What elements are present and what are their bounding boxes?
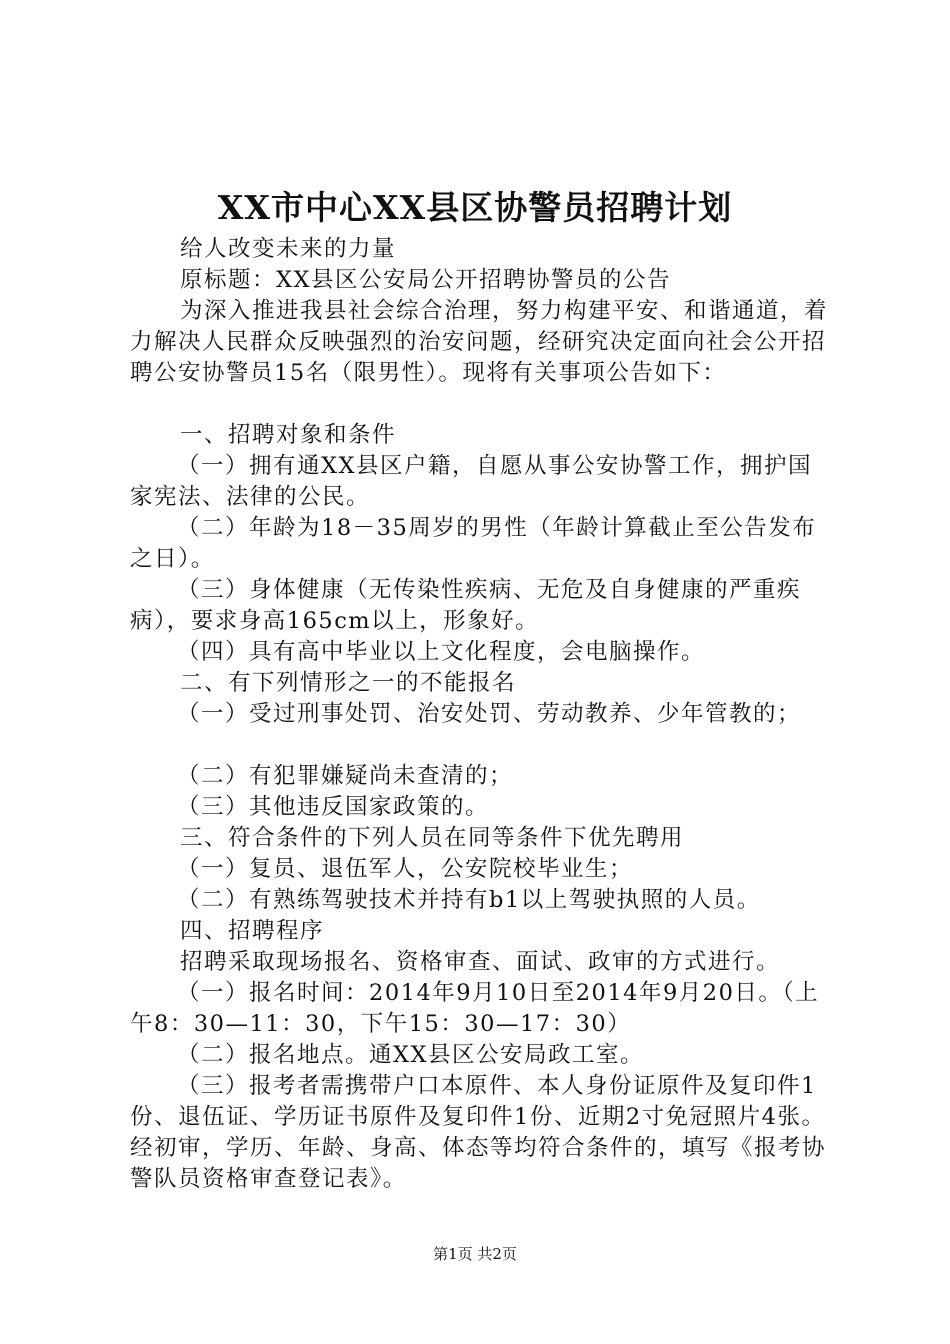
list-item: （二）有犯罪嫌疑尚未查清的； xyxy=(177,763,514,789)
list-item: （四）具有高中毕业以上文化程度，会电脑操作。 xyxy=(177,639,706,665)
list-item: （一）拥有通XX县区户籍，自愿从事公安协警工作，拥护国家宪法、法律的公民。 xyxy=(130,453,813,510)
list-item: （一）受过刑事处罚、治安处罚、劳动教养、少年管教的； xyxy=(177,701,802,727)
list-item: （二）年龄为18－35周岁的男性（年龄计算截止至公告发布之日）。 xyxy=(130,515,817,572)
list-item: （三）身体健康（无传染性疾病、无危及自身健康的严重疾病），要求身高165cm以上，形象好。 xyxy=(130,577,802,634)
list-item: （一）报名时间：2014年9月10日至2014年9月20日。（上午8：30—11：30，下午15：30—17：30） xyxy=(130,980,820,1037)
list-item: （二）有熟练驾驶技术并持有b1以上驾驶执照的人员。 xyxy=(177,887,761,913)
blank-line xyxy=(130,389,835,420)
list-item: （三）报考者需携带户口本原件、本人身份证原件及复印件1份、退伍证、学历证书原件及复印件1份、近期2寸免冠照片4张。经初审，学历、年龄、身高、体态等均符合条件的，填写《报考协警队员资格审查登记表》。 xyxy=(130,1073,827,1192)
document-title: XX市中心XX县区协警员招聘计划 xyxy=(217,188,733,227)
section-heading: 二、有下列情形之一的不能报名 xyxy=(180,670,517,696)
list-item: （一）复员、退伍军人，公安院校毕业生； xyxy=(177,856,634,882)
original-title-paragraph: 原标题：XX县区公安局公开招聘协警员的公告 xyxy=(180,267,672,293)
intro-paragraph: 为深入推进我县社会综合治理，努力构建平安、和谐通道，着力解决人民群众反映强烈的治安问题，经研究决定面向社会公开招聘公安协警员15名（限男性）。现将有关事项公告如下： xyxy=(130,298,829,386)
tagline-paragraph: 给人改变未来的力量 xyxy=(180,236,397,262)
body-paragraph: 招聘采取现场报名、资格审查、面试、政审的方式进行。 xyxy=(180,949,781,975)
section-heading: 四、招聘程序 xyxy=(180,918,325,944)
section-heading: 一、招聘对象和条件 xyxy=(180,422,397,448)
list-item: （三）其他违反国家政策的。 xyxy=(177,794,490,820)
document-body xyxy=(130,234,835,1195)
section-heading: 三、符合条件的下列人员在同等条件下优先聘用 xyxy=(180,825,685,851)
page-footer: 第1页 共2页 xyxy=(433,1245,517,1263)
list-item: （二）报名地点。通XX县区公安局政工室。 xyxy=(177,1042,645,1068)
blank-line xyxy=(130,730,835,761)
